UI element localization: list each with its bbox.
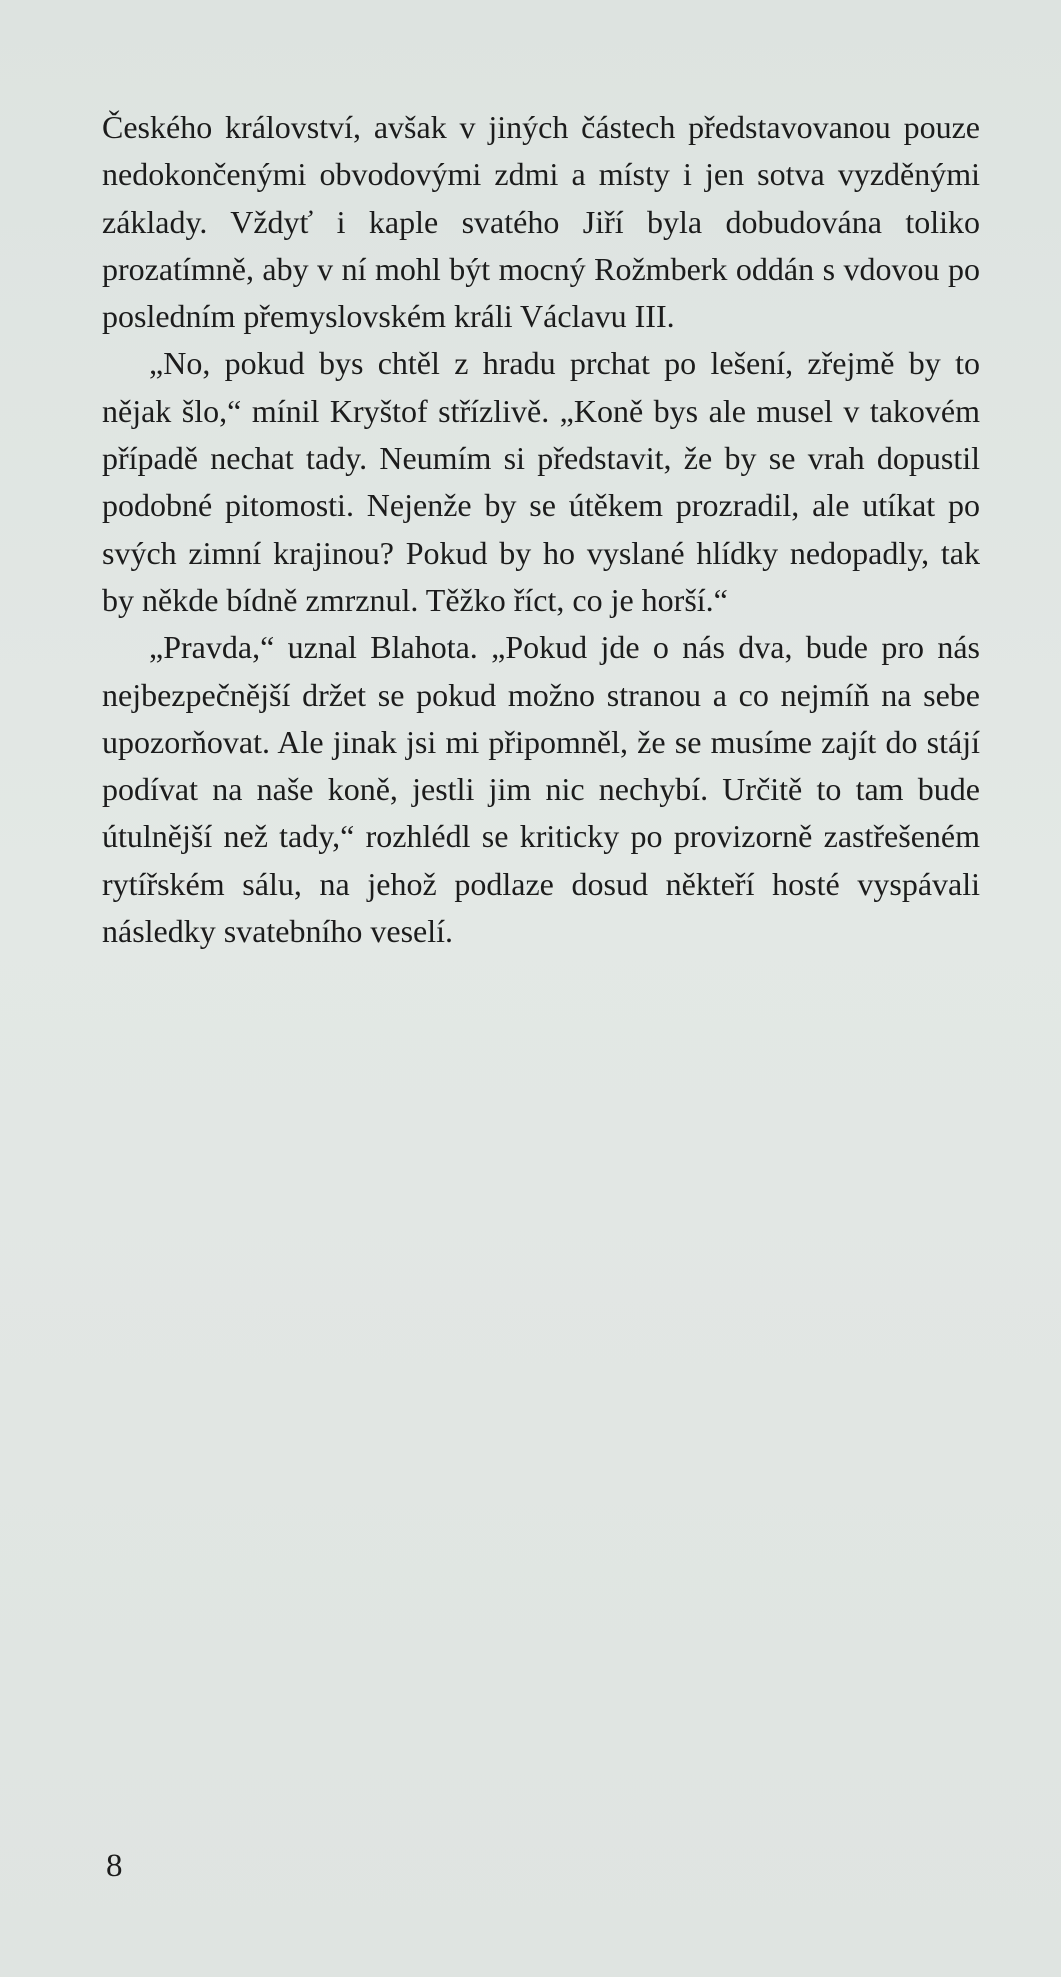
body-text <box>102 104 980 955</box>
paragraph-2: „No, pokud bys chtěl z hradu prchat po lešení, zřejmě by to nějak šlo,“ mínil Kryštof střízlivě. „Koně bys ale musel v takovém případě nechat tady. Neumím si představit, že by se vrah dopustil podobné pitomosti. Nejenže by se útěkem prozradil, ale utíkat po svých zimní krajinou? Pokud by ho vyslané hlídky nedopadly, tak by někde bídně zmrznul. Těžko říct, co je horší.“ <box>102 345 980 618</box>
page-number: 8 <box>106 1848 123 1884</box>
paragraph-3: „Pravda,“ uznal Blahota. „Pokud jde o nás dva, bude pro nás nejbezpečnější držet se pokud možno stranou a co nejmíň na sebe upozorňovat. Ale jinak jsi mi připomněl, že se musíme zajít do stájí podívat na naše koně, jestli jim nic nechybí. Určitě to tam bude útulnější než tady,“ rozhlédl se kriticky po provizorně zastřešeném rytířském sálu, na jehož podlaze dosud někteří hosté vyspávali následky svatebního veselí. <box>102 629 980 950</box>
paragraph-1: Českého království, avšak v jiných částech představovanou pouze nedokončenými obvodovými zdmi a místy i jen sotva vyzděnými základy. Vždyť i kaple svatého Jiří byla dobudována toliko prozatímně, aby v ní mohl být mocný Rožmberk oddán s vdovou po posledním přemyslovském králi Václavu III. <box>102 109 980 335</box>
